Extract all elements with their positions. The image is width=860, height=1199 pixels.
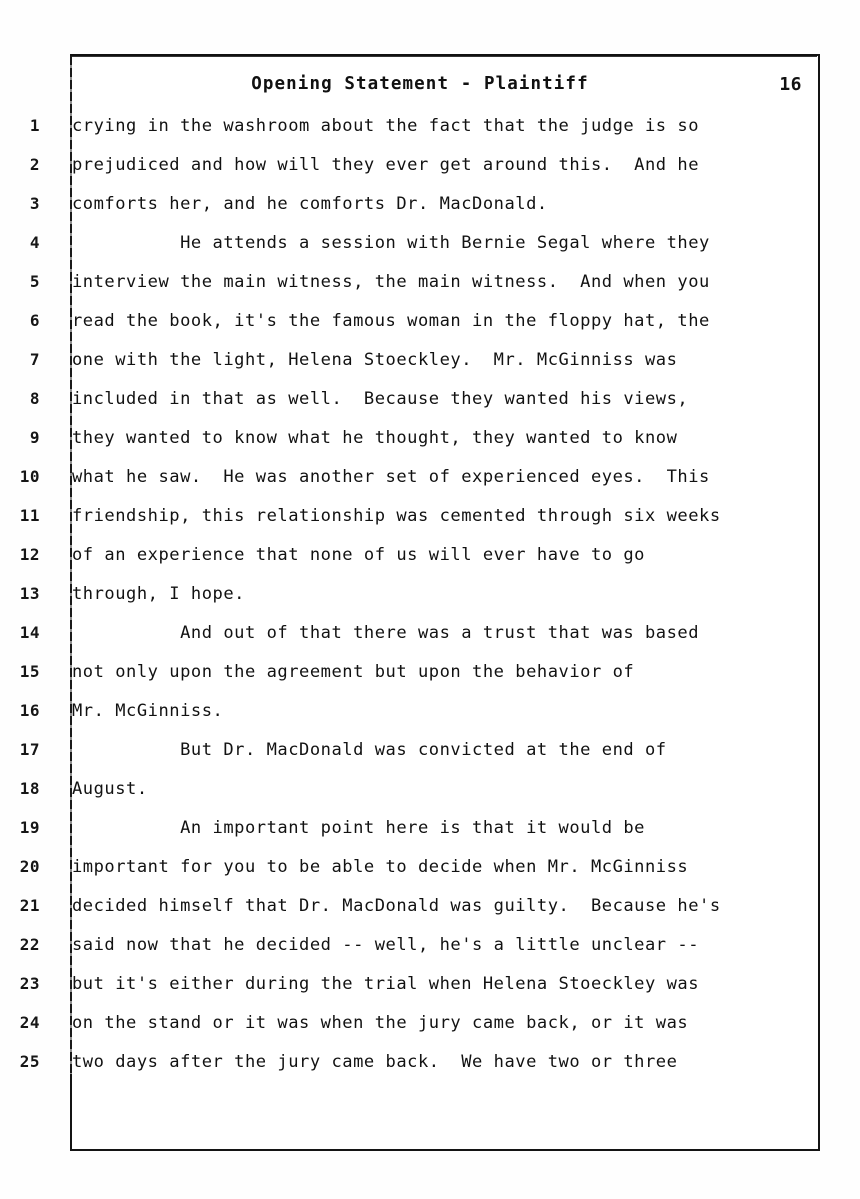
line-text: He attends a session with Bernie Segal where they (72, 233, 710, 253)
transcript-line (0, 815, 860, 854)
line-text: not only upon the agreement but upon the behavior of (72, 662, 635, 682)
transcript-line (0, 581, 860, 620)
transcript-line (0, 854, 860, 893)
line-text: Mr. McGinniss. (72, 701, 224, 721)
transcript-line (0, 386, 860, 425)
line-text: But Dr. MacDonald was convicted at the end of (72, 740, 667, 760)
transcript-line (0, 113, 860, 152)
line-number: 8 (29, 389, 40, 408)
line-number: 15 (19, 662, 40, 681)
line-text: they wanted to know what he thought, they wanted to know (72, 428, 678, 448)
transcript-line (0, 425, 860, 464)
line-text: through, I hope. (72, 584, 245, 604)
line-number: 11 (19, 506, 40, 525)
transcript-line (0, 347, 860, 386)
transcript-line (0, 269, 860, 308)
line-number: 6 (29, 311, 40, 330)
transcript-line (0, 308, 860, 347)
line-text: An important point here is that it would be (72, 818, 645, 838)
transcript-line (0, 464, 860, 503)
line-number: 3 (29, 194, 40, 213)
line-text: read the book, it's the famous woman in the floppy hat, the (72, 311, 710, 331)
transcript-body (0, 113, 860, 1088)
line-text: what he saw. He was another set of experienced eyes. This (72, 467, 710, 487)
line-number: 14 (19, 623, 40, 642)
line-number: 4 (29, 233, 40, 252)
page-title: Opening Statement - Plaintiff (251, 74, 589, 94)
line-text: on the stand or it was when the jury came back, or it was (72, 1013, 689, 1033)
line-number: 19 (19, 818, 40, 837)
transcript-line (0, 737, 860, 776)
line-number: 16 (19, 701, 40, 720)
line-number: 10 (19, 467, 40, 486)
transcript-line (0, 1010, 860, 1049)
line-text: important for you to be able to decide when Mr. McGinniss (72, 857, 689, 877)
line-text: interview the main witness, the main witness. And when you (72, 272, 710, 292)
line-number: 17 (19, 740, 40, 759)
line-number: 13 (19, 584, 40, 603)
transcript-line (0, 698, 860, 737)
transcript-line (0, 542, 860, 581)
transcript-line (0, 971, 860, 1010)
line-number: 21 (19, 896, 40, 915)
line-text: August. (72, 779, 148, 799)
transcript-line (0, 230, 860, 269)
line-text: said now that he decided -- well, he's a little unclear -- (72, 935, 700, 955)
document-header (70, 74, 820, 104)
line-text: decided himself that Dr. MacDonald was guilty. Because he's (72, 896, 721, 916)
line-text: one with the light, Helena Stoeckley. Mr. McGinniss was (72, 350, 678, 370)
page-number: 16 (779, 74, 802, 95)
line-text: two days after the jury came back. We have two or three (72, 1052, 678, 1072)
transcript-line (0, 893, 860, 932)
transcript-line (0, 191, 860, 230)
transcript-line (0, 1049, 860, 1088)
line-number: 22 (19, 935, 40, 954)
line-text: included in that as well. Because they wanted his views, (72, 389, 689, 409)
line-number: 24 (19, 1013, 40, 1032)
line-number: 5 (29, 272, 40, 291)
transcript-line (0, 776, 860, 815)
transcript-line (0, 503, 860, 542)
line-number: 20 (19, 857, 40, 876)
line-text: but it's either during the trial when Helena Stoeckley was (72, 974, 700, 994)
line-number: 25 (19, 1052, 40, 1071)
line-text: prejudiced and how will they ever get around this. And he (72, 155, 700, 175)
line-number: 9 (29, 428, 40, 447)
transcript-line (0, 932, 860, 971)
line-text: And out of that there was a trust that was based (72, 623, 700, 643)
transcript-line (0, 620, 860, 659)
line-text: of an experience that none of us will ever have to go (72, 545, 645, 565)
line-text: crying in the washroom about the fact that the judge is so (72, 116, 700, 136)
line-number: 23 (19, 974, 40, 993)
line-number: 18 (19, 779, 40, 798)
line-number: 12 (19, 545, 40, 564)
transcript-line (0, 152, 860, 191)
line-number: 1 (29, 116, 40, 135)
line-text: friendship, this relationship was cemented through six weeks (72, 506, 721, 526)
line-text: comforts her, and he comforts Dr. MacDonald. (72, 194, 548, 214)
line-number: 2 (29, 155, 40, 174)
transcript-line (0, 659, 860, 698)
line-number: 7 (29, 350, 40, 369)
